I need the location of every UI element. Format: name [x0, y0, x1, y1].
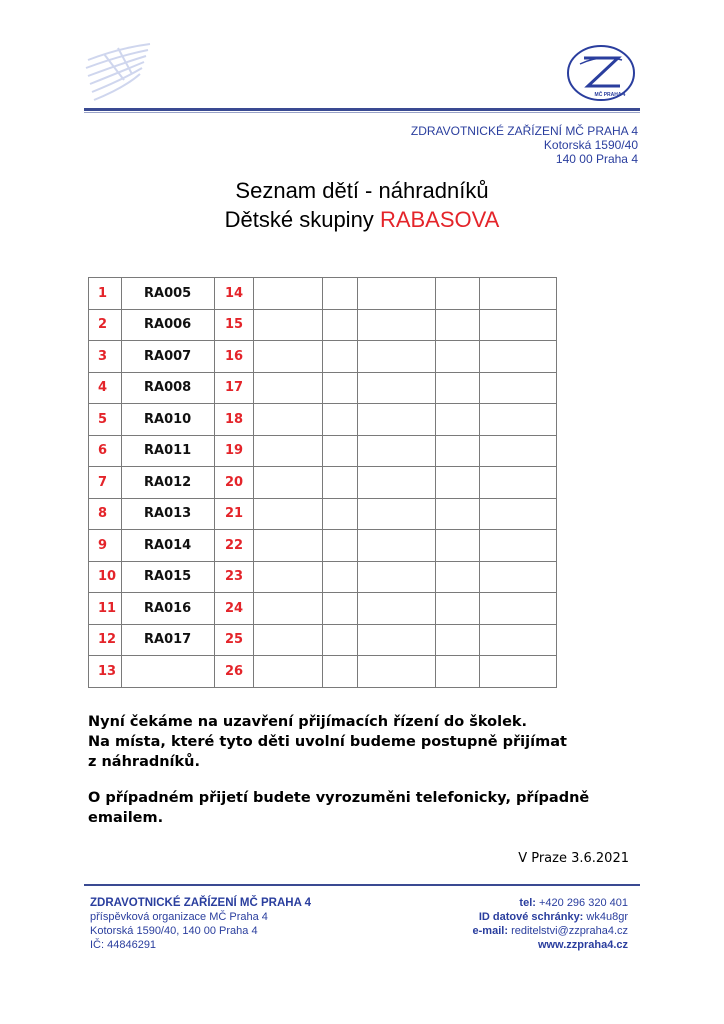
notice-line: Nyní čekáme na uzavření přijímacích řízení do školek. — [88, 714, 528, 730]
tel-label: tel: — [519, 897, 536, 909]
table-row — [89, 498, 557, 530]
table-row — [89, 530, 557, 562]
child-code: RA010 — [122, 404, 215, 436]
footer-address — [90, 896, 311, 952]
child-code: RA014 — [122, 530, 215, 562]
child-code: RA006 — [122, 309, 215, 341]
row-number: 11 — [89, 593, 122, 625]
empty-cell — [254, 372, 323, 404]
empty-cell — [436, 372, 480, 404]
empty-cell — [436, 435, 480, 467]
footer-org-type: příspěvková organizace MČ Praha 4 — [90, 911, 268, 923]
empty-cell — [254, 278, 323, 310]
row-number-2: 23 — [215, 561, 254, 593]
data-box-label: ID datové schránky: — [478, 911, 584, 923]
header-org-name: ZDRAVOTNICKÉ ZAŘÍZENÍ MČ PRAHA 4 — [410, 124, 638, 138]
row-number: 2 — [89, 309, 122, 341]
document-title — [0, 176, 724, 234]
empty-cell — [480, 341, 557, 373]
empty-cell — [480, 561, 557, 593]
row-number: 6 — [89, 435, 122, 467]
empty-cell — [323, 593, 358, 625]
empty-cell — [436, 404, 480, 436]
row-number-2: 18 — [215, 404, 254, 436]
empty-cell — [323, 561, 358, 593]
child-code: RA017 — [122, 624, 215, 656]
empty-cell — [358, 278, 436, 310]
table-row — [89, 404, 557, 436]
empty-cell — [254, 656, 323, 688]
child-code: RA015 — [122, 561, 215, 593]
row-number-2: 22 — [215, 530, 254, 562]
empty-cell — [323, 435, 358, 467]
footer-street: Kotorská 1590/40, 140 00 Praha 4 — [90, 925, 258, 937]
notice-paragraph-1 — [88, 712, 589, 772]
table-row — [89, 341, 557, 373]
empty-cell — [480, 404, 557, 436]
row-number-2: 16 — [215, 341, 254, 373]
empty-cell — [480, 467, 557, 499]
logo — [566, 44, 636, 102]
footer-email — [473, 924, 628, 938]
empty-cell — [358, 530, 436, 562]
row-number-2: 20 — [215, 467, 254, 499]
footer-org-name: ZDRAVOTNICKÉ ZAŘÍZENÍ MČ PRAHA 4 — [90, 897, 312, 909]
row-number: 1 — [89, 278, 122, 310]
title-line2 — [0, 205, 724, 234]
footer-ico: IČ: 44846291 — [90, 939, 157, 951]
footer-tel — [473, 896, 628, 910]
row-number: 8 — [89, 498, 122, 530]
row-number-2: 26 — [215, 656, 254, 688]
table-row — [89, 309, 557, 341]
empty-cell — [436, 278, 480, 310]
table-row — [89, 656, 557, 688]
header-street: Kotorská 1590/40 — [543, 138, 638, 152]
email-link[interactable]: reditelstvi@zzpraha4.cz — [511, 925, 628, 937]
empty-cell — [480, 435, 557, 467]
empty-cell — [254, 435, 323, 467]
footer-contacts — [473, 896, 628, 952]
child-code: RA005 — [122, 278, 215, 310]
child-code — [122, 656, 215, 688]
empty-cell — [436, 593, 480, 625]
empty-cell — [254, 561, 323, 593]
empty-cell — [480, 498, 557, 530]
row-number: 9 — [89, 530, 122, 562]
header-address — [411, 124, 638, 166]
child-code: RA012 — [122, 467, 215, 499]
notice-text — [88, 712, 589, 828]
row-number-2: 19 — [215, 435, 254, 467]
title-group-name: RABASOVA — [379, 207, 500, 232]
empty-cell — [480, 624, 557, 656]
empty-cell — [480, 372, 557, 404]
notice-line: z náhradníků. — [88, 754, 200, 770]
footer-rule — [84, 884, 640, 886]
empty-cell — [254, 530, 323, 562]
empty-cell — [358, 341, 436, 373]
empty-cell — [254, 404, 323, 436]
table-row — [89, 467, 557, 499]
empty-cell — [436, 656, 480, 688]
empty-cell — [358, 498, 436, 530]
empty-cell — [323, 624, 358, 656]
row-number-2: 25 — [215, 624, 254, 656]
empty-cell — [323, 498, 358, 530]
empty-cell — [436, 341, 480, 373]
empty-cell — [323, 309, 358, 341]
substitutes-table — [88, 277, 557, 688]
data-box-value: wk4u8gr — [586, 911, 628, 923]
empty-cell — [358, 656, 436, 688]
table-row — [89, 624, 557, 656]
empty-cell — [323, 530, 358, 562]
empty-cell — [254, 467, 323, 499]
child-code: RA013 — [122, 498, 215, 530]
row-number: 10 — [89, 561, 122, 593]
empty-cell — [480, 530, 557, 562]
empty-cell — [254, 309, 323, 341]
empty-cell — [436, 530, 480, 562]
table-row — [89, 372, 557, 404]
title-line1: Seznam dětí - náhradníků — [235, 178, 489, 203]
row-number-2: 21 — [215, 498, 254, 530]
footer-data-box — [473, 910, 628, 924]
empty-cell — [436, 498, 480, 530]
empty-cell — [323, 278, 358, 310]
empty-cell — [254, 624, 323, 656]
empty-cell — [358, 561, 436, 593]
row-number: 12 — [89, 624, 122, 656]
child-code: RA016 — [122, 593, 215, 625]
empty-cell — [436, 624, 480, 656]
row-number: 7 — [89, 467, 122, 499]
footer-web — [473, 938, 628, 952]
notice-line: O případném přijetí budete vyrozuměni telefonicky, případně — [88, 790, 590, 806]
empty-cell — [358, 593, 436, 625]
empty-cell — [323, 404, 358, 436]
empty-cell — [358, 624, 436, 656]
empty-cell — [480, 309, 557, 341]
empty-cell — [480, 278, 557, 310]
empty-cell — [358, 467, 436, 499]
child-code: RA007 — [122, 341, 215, 373]
empty-cell — [323, 467, 358, 499]
header-rule-thin — [84, 112, 640, 113]
empty-cell — [436, 309, 480, 341]
child-code: RA008 — [122, 372, 215, 404]
header-city: 140 00 Praha 4 — [555, 152, 638, 166]
empty-cell — [436, 467, 480, 499]
web-link[interactable]: www.zzpraha4.cz — [537, 939, 628, 951]
row-number: 3 — [89, 341, 122, 373]
notice-line: Na místa, které tyto děti uvolní budeme postupně přijímat — [88, 734, 567, 750]
table-row — [89, 435, 557, 467]
empty-cell — [436, 561, 480, 593]
empty-cell — [480, 656, 557, 688]
empty-cell — [358, 309, 436, 341]
child-code: RA011 — [122, 435, 215, 467]
row-number: 13 — [89, 656, 122, 688]
empty-cell — [254, 341, 323, 373]
empty-cell — [323, 372, 358, 404]
empty-cell — [358, 404, 436, 436]
empty-cell — [358, 372, 436, 404]
notice-line: emailem. — [88, 810, 164, 826]
row-number-2: 14 — [215, 278, 254, 310]
logo-text: MČ PRAHA 4 — [594, 92, 626, 98]
empty-cell — [254, 498, 323, 530]
header-rule — [84, 108, 640, 111]
row-number-2: 24 — [215, 593, 254, 625]
email-label: e-mail: — [472, 925, 508, 937]
table-row — [89, 561, 557, 593]
row-number: 4 — [89, 372, 122, 404]
empty-cell — [323, 341, 358, 373]
empty-cell — [358, 435, 436, 467]
tel-value: +420 296 320 401 — [538, 897, 628, 909]
empty-cell — [254, 593, 323, 625]
title-line2-prefix: Dětské skupiny — [224, 207, 374, 232]
notice-paragraph-2 — [88, 788, 589, 828]
document-date: V Praze 3.6.2021 — [518, 851, 629, 866]
empty-cell — [480, 593, 557, 625]
row-number-2: 15 — [215, 309, 254, 341]
row-number-2: 17 — [215, 372, 254, 404]
table-row — [89, 593, 557, 625]
row-number: 5 — [89, 404, 122, 436]
decorative-swoosh — [84, 40, 154, 104]
table-row — [89, 278, 557, 310]
empty-cell — [323, 656, 358, 688]
